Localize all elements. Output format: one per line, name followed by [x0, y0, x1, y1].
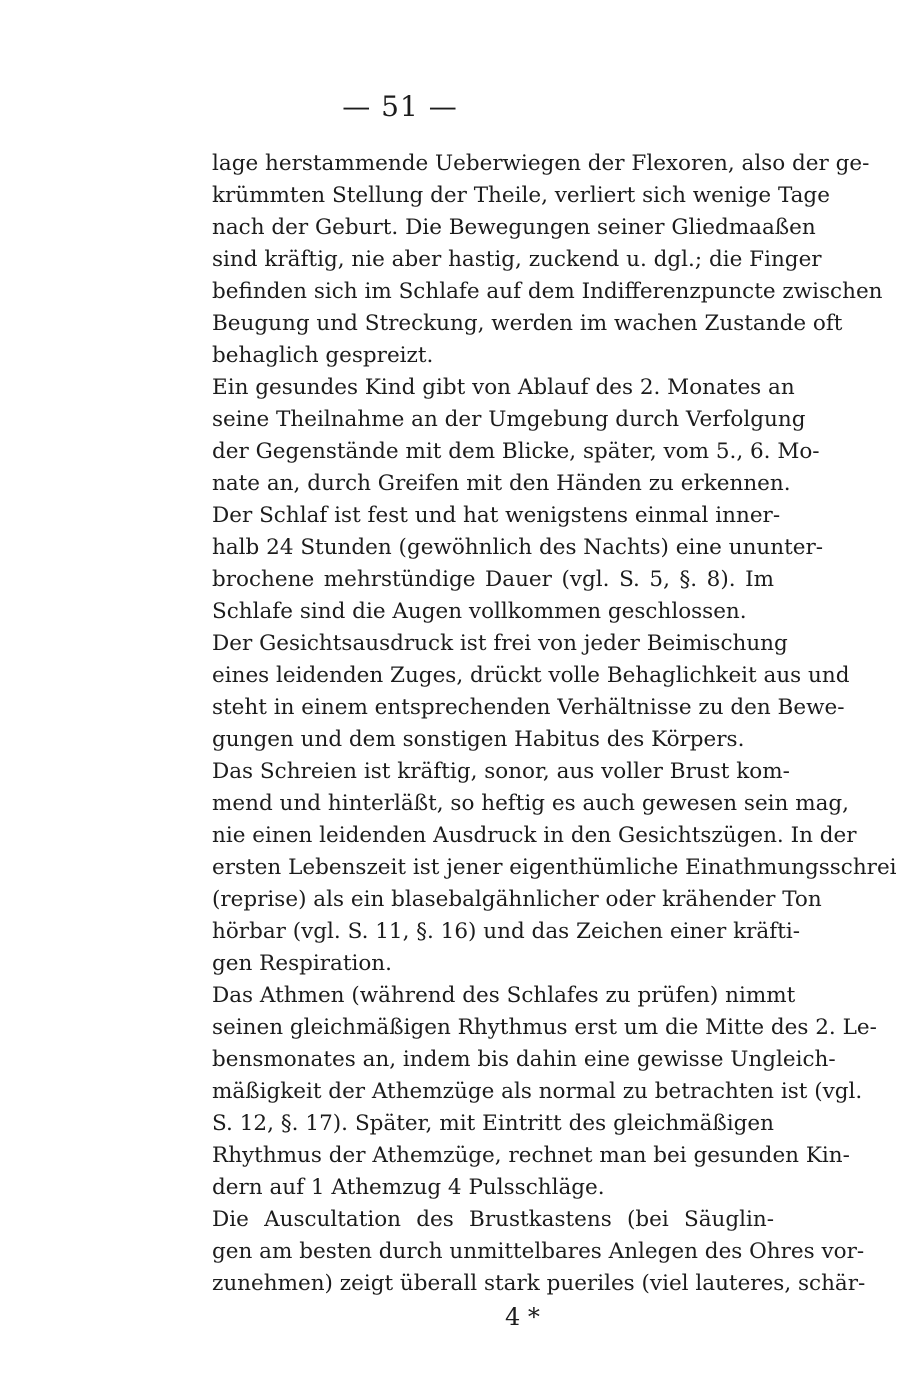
text-line: behaglich gespreizt.	[212, 343, 434, 368]
text-line: gen am besten durch unmittelbares Anlegen des Ohres vor-	[212, 1239, 865, 1264]
text-line: bensmonates an, indem bis dahin eine gewisse Ungleich-	[212, 1047, 836, 1072]
text-line: mäßigkeit der Athemzüge als normal zu betrachten ist (vgl.	[212, 1079, 863, 1104]
text-line: sind kräftig, nie aber hastig, zuckend u. dgl.; die Finger	[212, 247, 822, 272]
text-line: gungen und dem sonstigen Habitus des Körpers.	[212, 727, 745, 752]
text-line: seinen gleichmäßigen Rhythmus erst um die Mitte des 2. Le-	[212, 1015, 877, 1040]
text-line: brochene mehrstündige Dauer (vgl. S. 5, §. 8). Im	[212, 567, 774, 592]
text-line: Das Athmen (während des Schlafes zu prüfen) nimmt	[212, 983, 796, 1008]
text-line: hörbar (vgl. S. 11, §. 16) und das Zeichen einer kräfti-	[212, 919, 800, 944]
text-line: Die Auscultation des Brustkastens (bei Säuglin-	[212, 1207, 774, 1232]
signature-mark: 4 *	[505, 1303, 540, 1331]
text-line: Beugung und Streckung, werden im wachen Zustande oft	[212, 311, 843, 336]
text-line: gen Respiration.	[212, 951, 392, 976]
text-line: Das Schreien ist kräftig, sonor, aus voller Brust kom-	[212, 759, 790, 784]
text-line: dern auf 1 Athemzug 4 Pulsschläge.	[212, 1175, 605, 1200]
body-text	[212, 148, 897, 1300]
text-line: der Gegenstände mit dem Blicke, später, vom 5., 6. Mo-	[212, 439, 820, 464]
text-line: seine Theilnahme an der Umgebung durch Verfolgung	[212, 407, 806, 432]
page-number: — 51 —	[342, 90, 458, 123]
text-line: befinden sich im Schlafe auf dem Indifferenzpuncte zwischen	[212, 279, 883, 304]
text-line: steht in einem entsprechenden Verhältnisse zu den Bewe-	[212, 695, 845, 720]
text-line: nate an, durch Greifen mit den Händen zu erkennen.	[212, 471, 791, 496]
text-line: eines leidenden Zuges, drückt volle Behaglichkeit aus und	[212, 663, 850, 688]
text-line: krümmten Stellung der Theile, verliert sich wenige Tage	[212, 183, 830, 208]
text-line: nie einen leidenden Ausdruck in den Gesichtszügen. In der	[212, 823, 857, 848]
text-line: lage herstammende Ueberwiegen der Flexoren, also der ge-	[212, 151, 870, 176]
text-line: mend und hinterläßt, so heftig es auch gewesen sein mag,	[212, 791, 850, 816]
text-line: zunehmen) zeigt überall stark pueriles (viel lauteres, schär-	[212, 1271, 866, 1296]
text-line: Schlafe sind die Augen vollkommen geschlossen.	[212, 599, 747, 624]
text-line: Rhythmus der Athemzüge, rechnet man bei gesunden Kin-	[212, 1143, 850, 1168]
text-line: nach der Geburt. Die Bewegungen seiner Gliedmaaßen	[212, 215, 816, 240]
text-line: (reprise) als ein blasebalgähnlicher oder krähender Ton	[212, 887, 822, 912]
text-line: Ein gesundes Kind gibt von Ablauf des 2. Monates an	[212, 375, 795, 400]
text-line: Der Gesichtsausdruck ist frei von jeder Beimischung	[212, 631, 788, 656]
text-line: ersten Lebenszeit ist jener eigenthümliche Einathmungsschrei	[212, 855, 897, 880]
text-line: S. 12, §. 17). Später, mit Eintritt des gleichmäßigen	[212, 1111, 774, 1136]
text-line: halb 24 Stunden (gewöhnlich des Nachts) eine ununter-	[212, 535, 824, 560]
text-line: Der Schlaf ist fest und hat wenigstens einmal inner-	[212, 503, 781, 528]
